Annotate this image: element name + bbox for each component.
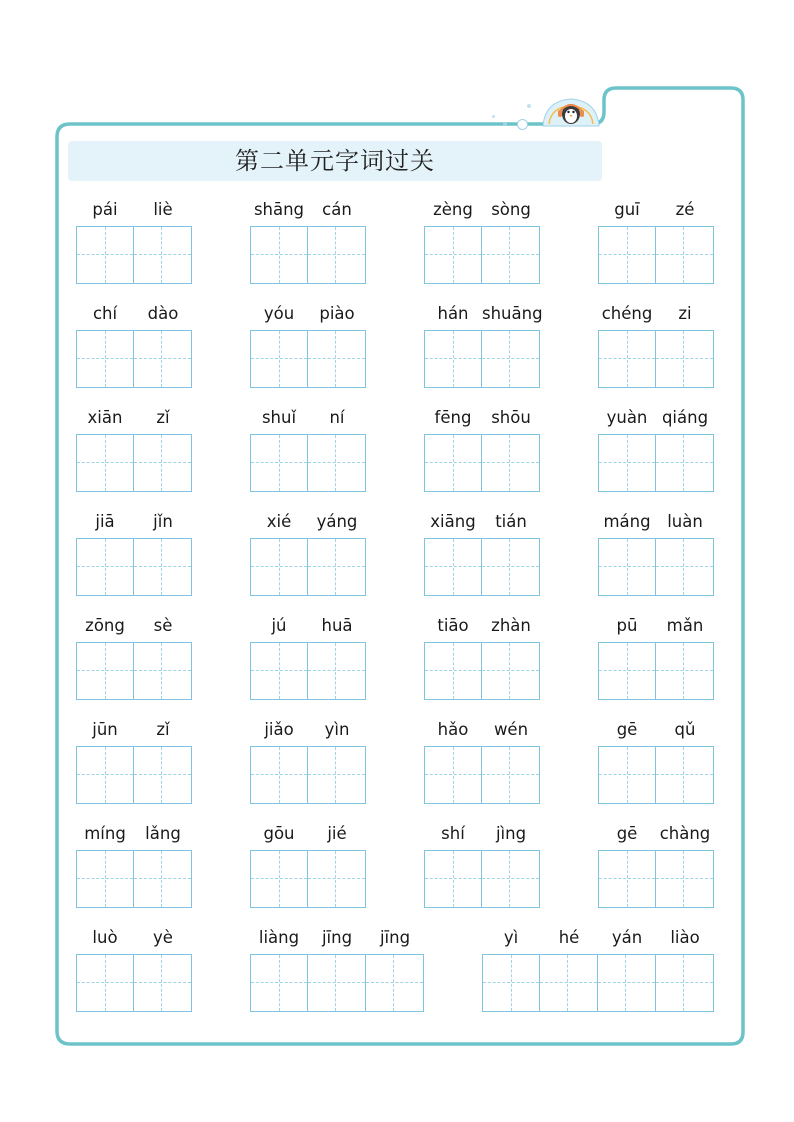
pinyin-label: xiāng — [430, 512, 476, 531]
writing-box[interactable] — [539, 954, 599, 1012]
pinyin-label: yáng — [316, 512, 358, 531]
writing-box[interactable] — [655, 642, 715, 700]
pinyin-label: yè — [153, 928, 173, 947]
word-group — [250, 301, 366, 389]
writing-box[interactable] — [133, 746, 193, 804]
writing-box[interactable] — [655, 434, 715, 492]
writing-box[interactable] — [250, 434, 308, 492]
pinyin-label: dào — [147, 304, 179, 323]
writing-box[interactable] — [424, 538, 482, 596]
writing-box[interactable] — [250, 954, 308, 1012]
word-group — [424, 717, 540, 805]
writing-box[interactable] — [307, 954, 367, 1012]
writing-box[interactable] — [424, 746, 482, 804]
pinyin-label: piào — [319, 304, 355, 323]
word-group — [76, 405, 192, 493]
writing-box[interactable] — [598, 850, 656, 908]
writing-box[interactable] — [481, 434, 541, 492]
word-group — [76, 717, 192, 805]
pinyin-label: xiān — [87, 408, 123, 427]
writing-box[interactable] — [307, 434, 367, 492]
pinyin-label: luò — [92, 928, 118, 947]
pinyin-label: zhàn — [491, 616, 531, 635]
word-group — [250, 613, 366, 701]
writing-box[interactable] — [76, 538, 134, 596]
writing-box[interactable] — [307, 746, 367, 804]
pinyin-label: shāng — [253, 200, 305, 219]
title-bar — [68, 141, 602, 181]
pinyin-label: qiáng — [661, 408, 709, 427]
writing-box[interactable] — [655, 538, 715, 596]
writing-box[interactable] — [76, 226, 134, 284]
word-group — [76, 509, 192, 597]
writing-box[interactable] — [424, 642, 482, 700]
writing-box[interactable] — [598, 434, 656, 492]
pinyin-label: hǎo — [437, 720, 469, 739]
pinyin-label: fēng — [434, 408, 472, 427]
writing-box[interactable] — [76, 330, 134, 388]
word-group — [598, 301, 714, 389]
word-group — [424, 821, 540, 909]
writing-box[interactable] — [481, 538, 541, 596]
word-group — [598, 613, 714, 701]
pinyin-label: máng — [603, 512, 651, 531]
pinyin-label: wén — [493, 720, 529, 739]
word-group — [424, 509, 540, 597]
decor-dot — [492, 115, 495, 118]
writing-box[interactable] — [250, 538, 308, 596]
word-group — [250, 405, 366, 493]
writing-box[interactable] — [598, 746, 656, 804]
pinyin-label: yóu — [263, 304, 295, 323]
page-title: 第二单元字词过关 — [235, 147, 435, 175]
writing-box[interactable] — [133, 434, 193, 492]
pinyin-label: gē — [616, 720, 638, 739]
pinyin-label: míng — [84, 824, 126, 843]
writing-box[interactable] — [307, 642, 367, 700]
writing-box[interactable] — [424, 434, 482, 492]
pinyin-label: sòng — [491, 200, 531, 219]
writing-box[interactable] — [133, 226, 193, 284]
word-group — [424, 301, 543, 389]
pinyin-label: pái — [92, 200, 118, 219]
pinyin-label: liàng — [258, 928, 300, 947]
word-group — [76, 821, 192, 909]
pinyin-label: shuǐ — [261, 408, 297, 427]
writing-box[interactable] — [76, 642, 134, 700]
writing-box[interactable] — [133, 850, 193, 908]
writing-box[interactable] — [481, 330, 541, 388]
writing-box[interactable] — [133, 330, 193, 388]
writing-box[interactable] — [655, 850, 715, 908]
pinyin-label: tián — [495, 512, 527, 531]
word-group — [482, 925, 714, 1013]
writing-box[interactable] — [424, 850, 482, 908]
word-group — [250, 509, 366, 597]
pinyin-label: mǎn — [666, 616, 704, 635]
writing-box[interactable] — [481, 746, 541, 804]
pinyin-label: chí — [92, 304, 118, 323]
writing-box[interactable] — [76, 954, 134, 1012]
pinyin-label: jiǎo — [264, 720, 294, 739]
pinyin-label: jīng — [379, 928, 411, 947]
word-group — [250, 717, 366, 805]
writing-box[interactable] — [481, 642, 541, 700]
decor-dot — [527, 104, 531, 108]
decor-dot — [517, 119, 528, 130]
pinyin-label: shí — [441, 824, 465, 843]
writing-box[interactable] — [76, 850, 134, 908]
pinyin-label: lǎng — [145, 824, 181, 843]
word-group — [598, 717, 714, 805]
pinyin-label: yuàn — [606, 408, 648, 427]
pinyin-label: ní — [329, 408, 345, 427]
word-group — [76, 925, 192, 1013]
pinyin-label: zǐ — [156, 720, 170, 739]
pinyin-label: jìng — [495, 824, 527, 843]
writing-box[interactable] — [250, 850, 308, 908]
pinyin-label: zǐ — [156, 408, 170, 427]
word-group — [424, 613, 540, 701]
pinyin-label: xié — [266, 512, 292, 531]
pinyin-label: chéng — [601, 304, 653, 323]
writing-box[interactable] — [307, 330, 367, 388]
pinyin-label: huā — [321, 616, 353, 635]
writing-box[interactable] — [133, 642, 193, 700]
pinyin-label: zé — [675, 200, 695, 219]
word-group — [598, 405, 714, 493]
pinyin-label: jiā — [95, 512, 115, 531]
word-group — [250, 197, 366, 285]
pinyin-label: zi — [678, 304, 692, 323]
word-group — [76, 613, 192, 701]
word-group — [424, 405, 540, 493]
pinyin-label: gōu — [263, 824, 295, 843]
word-group — [250, 925, 424, 1013]
writing-box[interactable] — [598, 330, 656, 388]
writing-box[interactable] — [250, 226, 308, 284]
pinyin-label: luàn — [667, 512, 703, 531]
writing-box[interactable] — [307, 226, 367, 284]
writing-box[interactable] — [481, 850, 541, 908]
writing-box[interactable] — [250, 330, 308, 388]
writing-box[interactable] — [655, 330, 715, 388]
writing-box[interactable] — [76, 434, 134, 492]
pinyin-label: zèng — [433, 200, 473, 219]
pinyin-label: liè — [153, 200, 173, 219]
word-group — [76, 197, 192, 285]
pinyin-label: sè — [153, 616, 173, 635]
pinyin-label: cán — [322, 200, 352, 219]
word-group — [424, 197, 540, 285]
pinyin-label: hé — [558, 928, 580, 947]
writing-box[interactable] — [655, 954, 715, 1012]
word-group — [598, 197, 714, 285]
writing-box[interactable] — [133, 538, 193, 596]
pinyin-label: guī — [614, 200, 640, 219]
penguin-headphones-icon — [541, 93, 601, 131]
pinyin-label: jú — [271, 616, 287, 635]
writing-box[interactable] — [424, 226, 482, 284]
pinyin-label: jǐn — [153, 512, 173, 531]
word-group — [250, 821, 366, 909]
writing-box[interactable] — [481, 226, 541, 284]
writing-box[interactable] — [598, 226, 656, 284]
writing-box[interactable] — [365, 954, 425, 1012]
pinyin-label: liào — [670, 928, 700, 947]
writing-box[interactable] — [598, 642, 656, 700]
writing-box[interactable] — [482, 954, 540, 1012]
pinyin-label: zōng — [85, 616, 125, 635]
writing-box[interactable] — [598, 538, 656, 596]
decor-dot — [503, 122, 507, 126]
writing-box[interactable] — [424, 330, 482, 388]
pinyin-label: hán — [437, 304, 469, 323]
pinyin-label: shuāng — [482, 304, 543, 323]
pinyin-label: tiāo — [437, 616, 469, 635]
writing-box[interactable] — [307, 538, 367, 596]
pinyin-label: shōu — [491, 408, 531, 427]
word-group — [598, 821, 714, 909]
pinyin-label: qǔ — [674, 720, 696, 739]
writing-box[interactable] — [655, 226, 715, 284]
writing-box[interactable] — [250, 642, 308, 700]
writing-box[interactable] — [133, 954, 193, 1012]
writing-box[interactable] — [307, 850, 367, 908]
word-group — [598, 509, 714, 597]
pinyin-label: yì — [503, 928, 519, 947]
pinyin-label: jūn — [92, 720, 118, 739]
pinyin-label: yán — [611, 928, 643, 947]
writing-box[interactable] — [76, 746, 134, 804]
word-group — [76, 301, 192, 389]
writing-box[interactable] — [655, 746, 715, 804]
pinyin-label: jié — [327, 824, 347, 843]
pinyin-label: gē — [616, 824, 638, 843]
pinyin-label: jīng — [321, 928, 353, 947]
pinyin-label: yìn — [324, 720, 350, 739]
pinyin-label: chàng — [659, 824, 711, 843]
writing-box[interactable] — [250, 746, 308, 804]
writing-box[interactable] — [597, 954, 657, 1012]
pinyin-label: pū — [616, 616, 638, 635]
